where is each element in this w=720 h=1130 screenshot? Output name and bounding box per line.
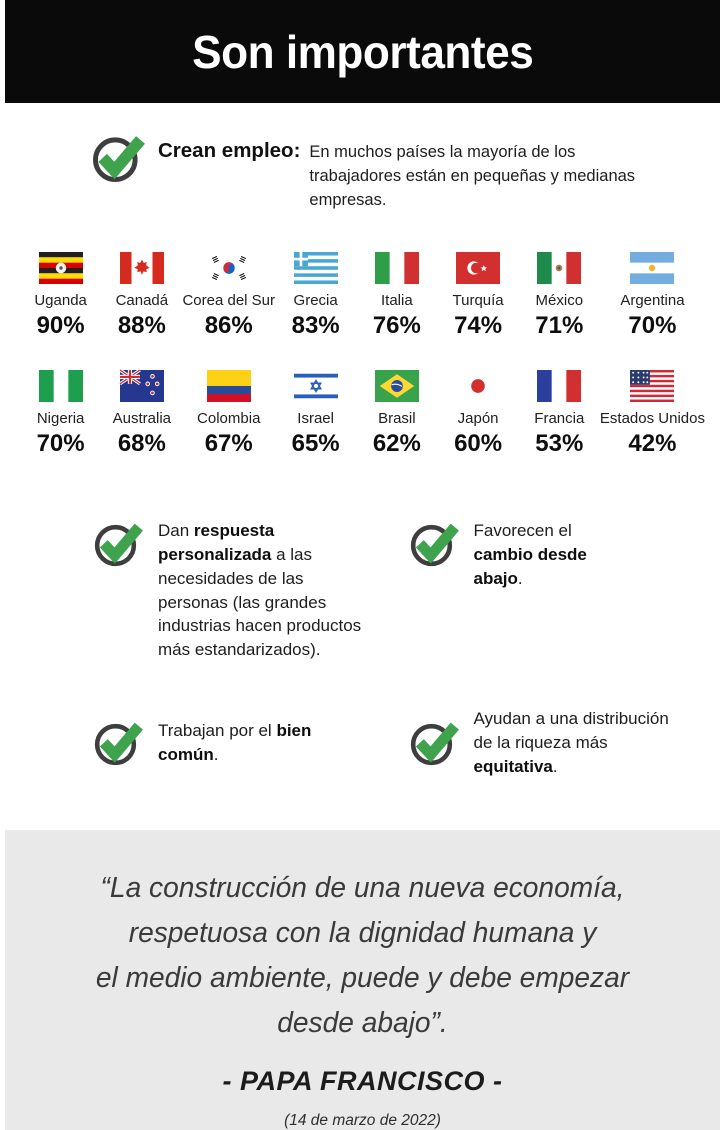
country-name: Israel [297,410,334,428]
country-name: Brasil [378,410,416,428]
quote-line: desde abajo”. [277,1007,448,1040]
israel-flag-icon [294,370,338,402]
benefit-item [409,706,691,778]
country-percentage: 71% [535,312,584,340]
country-name: México [535,292,584,310]
italy-flag-icon [375,252,419,284]
country-cell [519,370,600,458]
country-cell [356,252,437,340]
uganda-flag-icon [39,252,83,284]
country-cell [356,370,437,458]
united-states-flag-icon [630,370,674,402]
turkey-flag-icon [456,252,500,284]
benefit-text: Ayudan a una distribución de la riqueza más equitativa. [473,709,669,776]
country-percentage: 74% [454,312,503,340]
country-name: Canadá [115,292,169,310]
quote-line: respetuosa con la dignidad humana y [128,917,597,950]
country-cell [600,370,705,458]
country-name: Colombia [197,410,261,428]
greece-flag-icon [294,252,338,284]
country-cell [275,370,356,458]
intro-copy [158,130,661,212]
country-cell [275,252,356,340]
country-name: Japón [457,410,499,428]
country-cell [519,252,600,340]
country-cell [437,252,518,340]
country-percentage: 88% [117,312,166,340]
quote-section [5,830,720,1130]
intro-label: Crean empleo: [158,139,301,162]
country-name: Argentina [620,292,685,310]
page-title: Son importantes [191,25,534,78]
country-cell [20,370,101,458]
check-circle-icon [93,518,143,568]
france-flag-icon [537,370,581,402]
country-percentage: 90% [36,312,85,340]
header [5,0,720,103]
intro-row [91,130,720,212]
colombia-flag-icon [207,370,251,402]
country-name: Francia [534,410,585,428]
country-cell [182,252,275,340]
country-name: Corea del Sur [182,292,276,310]
canada-flag-icon [120,252,164,284]
country-percentage: 70% [36,430,85,458]
country-percentage: 62% [372,430,421,458]
country-percentage: 60% [454,430,503,458]
check-circle-icon [93,717,143,767]
south-korea-flag-icon [207,252,251,284]
country-cell [101,370,182,458]
country-name: Italia [381,292,413,310]
country-percentage: 70% [628,312,677,340]
mexico-flag-icon [537,252,581,284]
country-name: Grecia [293,292,338,310]
quote-author: - PAPA FRANCISCO - [222,1066,503,1097]
quote-date: (14 de marzo de 2022) [284,1112,441,1130]
country-percentage: 65% [291,430,340,458]
country-name: Estados Unidos [599,410,705,428]
benefit-text: Dan respuesta personalizada a las necesidades de las personas (las grandes industrias hacen productos más estandarizados). [158,521,362,660]
check-circle-icon [91,130,145,184]
benefits-grid [93,518,690,778]
country-cell [20,252,101,340]
country-name: Nigeria [36,410,85,428]
country-name: Turquía [452,292,504,310]
country-percentage: 68% [117,430,166,458]
japan-flag-icon [456,370,500,402]
country-percentage: 86% [204,312,253,340]
quote-line: “La construcción de una nueva economía, [100,872,625,905]
check-circle-icon [409,518,459,568]
benefit-text: Favorecen el cambio desde abajo. [473,521,587,588]
country-cell [101,252,182,340]
country-percentage: 76% [372,312,421,340]
benefit-item [93,706,375,778]
australia-flag-icon [120,370,164,402]
argentina-flag-icon [630,252,674,284]
benefit-item [409,518,691,662]
country-grid [5,252,720,458]
nigeria-flag-icon [39,370,83,402]
country-name: Australia [112,410,172,428]
country-cell [600,252,705,340]
intro-description: En muchos países la mayoría de los trabajadores están en pequeñas y medianas empresas. [309,143,636,209]
country-percentage: 42% [628,430,677,458]
benefit-item [93,518,375,662]
country-name: Uganda [34,292,87,310]
country-cell [437,370,518,458]
quote-line: el medio ambiente, puede y debe empezar [95,962,630,995]
country-percentage: 83% [291,312,340,340]
country-cell [182,370,275,458]
country-percentage: 67% [204,430,253,458]
country-percentage: 53% [535,430,584,458]
check-circle-icon [409,717,459,767]
benefit-text: Trabajan por el bien común. [158,720,312,764]
brazil-flag-icon [375,370,419,402]
